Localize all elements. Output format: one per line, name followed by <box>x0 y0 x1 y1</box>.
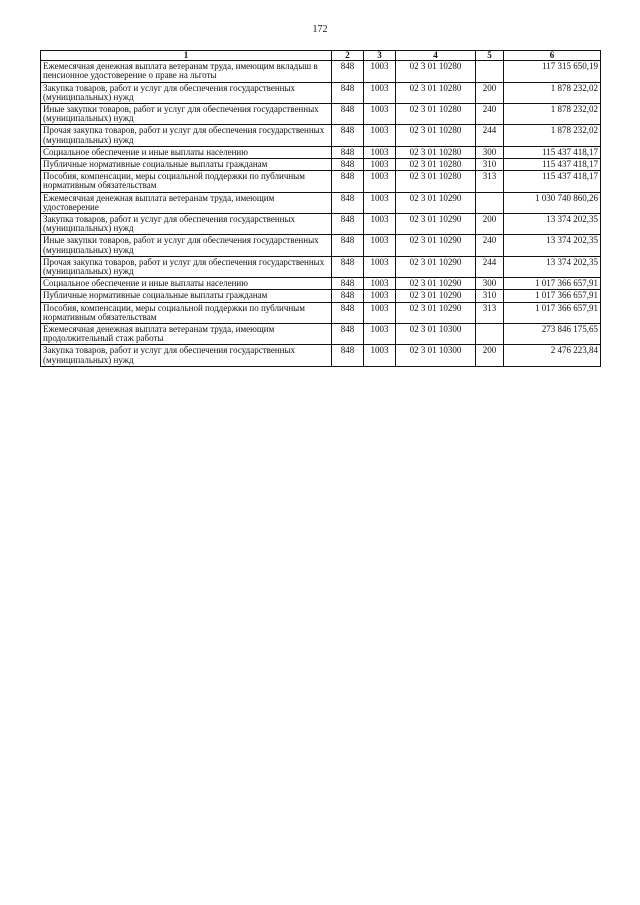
row-ministry-cell: 848 <box>332 235 364 256</box>
row-name-cell: Социальное обеспечение и иные выплаты населению <box>41 146 332 158</box>
row-target-cell: 02 3 01 10280 <box>396 82 476 103</box>
column-header: 5 <box>476 51 504 61</box>
budget-table <box>40 50 601 367</box>
row-section-cell: 1003 <box>364 324 396 345</box>
row-name-cell: Пособия, компенсации, меры социальной поддержки по публичным нормативным обязательствам <box>41 302 332 323</box>
row-section-cell: 1003 <box>364 125 396 146</box>
row-section-cell: 1003 <box>364 146 396 158</box>
row-target-cell: 02 3 01 10280 <box>396 171 476 192</box>
row-target-cell: 02 3 01 10290 <box>396 302 476 323</box>
table-row <box>41 235 601 256</box>
row-ministry-cell: 848 <box>332 125 364 146</box>
table-row <box>41 159 601 171</box>
row-target-cell: 02 3 01 10290 <box>396 235 476 256</box>
row-type-cell: 244 <box>476 256 504 277</box>
row-name-cell: Социальное обеспечение и иные выплаты населению <box>41 278 332 290</box>
row-ministry-cell: 848 <box>332 171 364 192</box>
table-row <box>41 146 601 158</box>
row-name-cell: Закупка товаров, работ и услуг для обеспечения государственных (муниципальных) нужд <box>41 82 332 103</box>
column-header: 3 <box>364 51 396 61</box>
row-section-cell: 1003 <box>364 104 396 125</box>
row-name-cell: Закупка товаров, работ и услуг для обеспечения государственных (муниципальных) нужд <box>41 214 332 235</box>
row-section-cell: 1003 <box>364 278 396 290</box>
row-section-cell: 1003 <box>364 256 396 277</box>
row-section-cell: 1003 <box>364 192 396 213</box>
row-type-cell: 310 <box>476 159 504 171</box>
row-section-cell: 1003 <box>364 302 396 323</box>
row-name-cell: Закупка товаров, работ и услуг для обеспечения государственных (муниципальных) нужд <box>41 345 332 366</box>
row-name-cell: Публичные нормативные социальные выплаты гражданам <box>41 159 332 171</box>
row-target-cell: 02 3 01 10290 <box>396 290 476 302</box>
table-row <box>41 214 601 235</box>
row-section-cell: 1003 <box>364 345 396 366</box>
row-type-cell: 313 <box>476 302 504 323</box>
row-type-cell <box>476 61 504 82</box>
row-section-cell: 1003 <box>364 235 396 256</box>
table-header-row <box>41 51 601 61</box>
row-amount-cell: 2 476 223,84 <box>504 345 601 366</box>
row-ministry-cell: 848 <box>332 324 364 345</box>
table-row <box>41 192 601 213</box>
column-header: 6 <box>504 51 601 61</box>
row-amount-cell: 273 846 175,65 <box>504 324 601 345</box>
row-type-cell <box>476 192 504 213</box>
row-target-cell: 02 3 01 10290 <box>396 214 476 235</box>
row-amount-cell: 1 878 232,02 <box>504 125 601 146</box>
row-ministry-cell: 848 <box>332 82 364 103</box>
row-type-cell: 244 <box>476 125 504 146</box>
row-amount-cell: 115 437 418,17 <box>504 146 601 158</box>
row-ministry-cell: 848 <box>332 214 364 235</box>
row-section-cell: 1003 <box>364 214 396 235</box>
row-section-cell: 1003 <box>364 290 396 302</box>
row-target-cell: 02 3 01 10280 <box>396 159 476 171</box>
row-target-cell: 02 3 01 10290 <box>396 256 476 277</box>
column-header: 2 <box>332 51 364 61</box>
table-row <box>41 171 601 192</box>
row-section-cell: 1003 <box>364 171 396 192</box>
row-name-cell: Иные закупки товаров, работ и услуг для обеспечения государственных (муниципальных) нужд <box>41 235 332 256</box>
row-type-cell: 200 <box>476 345 504 366</box>
table-row <box>41 290 601 302</box>
row-type-cell: 200 <box>476 82 504 103</box>
row-amount-cell: 1 878 232,02 <box>504 104 601 125</box>
row-target-cell: 02 3 01 10280 <box>396 146 476 158</box>
table-row <box>41 125 601 146</box>
row-name-cell: Ежемесячная денежная выплата ветеранам труда, имеющим продолжительный стаж работы <box>41 324 332 345</box>
row-amount-cell: 1 017 366 657,91 <box>504 302 601 323</box>
table-row <box>41 278 601 290</box>
row-amount-cell: 13 374 202,35 <box>504 256 601 277</box>
row-target-cell: 02 3 01 10300 <box>396 324 476 345</box>
table-row <box>41 104 601 125</box>
row-type-cell: 240 <box>476 235 504 256</box>
row-ministry-cell: 848 <box>332 302 364 323</box>
row-type-cell: 240 <box>476 104 504 125</box>
row-ministry-cell: 848 <box>332 278 364 290</box>
row-name-cell: Прочая закупка товаров, работ и услуг для обеспечения государственных (муниципальных) нужд <box>41 125 332 146</box>
row-ministry-cell: 848 <box>332 345 364 366</box>
table-row <box>41 302 601 323</box>
table-row <box>41 324 601 345</box>
row-type-cell: 313 <box>476 171 504 192</box>
row-section-cell: 1003 <box>364 61 396 82</box>
row-name-cell: Пособия, компенсации, меры социальной поддержки по публичным нормативным обязательствам <box>41 171 332 192</box>
row-ministry-cell: 848 <box>332 159 364 171</box>
column-header: 1 <box>41 51 332 61</box>
table-row <box>41 345 601 366</box>
row-amount-cell: 13 374 202,35 <box>504 214 601 235</box>
row-target-cell: 02 3 01 10280 <box>396 104 476 125</box>
row-target-cell: 02 3 01 10280 <box>396 125 476 146</box>
row-type-cell <box>476 324 504 345</box>
table-row <box>41 256 601 277</box>
row-amount-cell: 1 030 740 860,26 <box>504 192 601 213</box>
table-row <box>41 61 601 82</box>
row-ministry-cell: 848 <box>332 290 364 302</box>
row-ministry-cell: 848 <box>332 146 364 158</box>
row-name-cell: Ежемесячная денежная выплата ветеранам труда, имеющим вкладыш в пенсионное удостоверение о праве на льготы <box>41 61 332 82</box>
table-body <box>41 61 601 367</box>
row-amount-cell: 115 437 418,17 <box>504 171 601 192</box>
row-ministry-cell: 848 <box>332 61 364 82</box>
row-target-cell: 02 3 01 10290 <box>396 278 476 290</box>
row-amount-cell: 13 374 202,35 <box>504 235 601 256</box>
row-amount-cell: 1 878 232,02 <box>504 82 601 103</box>
table-row <box>41 82 601 103</box>
row-ministry-cell: 848 <box>332 104 364 125</box>
row-type-cell: 300 <box>476 146 504 158</box>
row-name-cell: Прочая закупка товаров, работ и услуг для обеспечения государственных (муниципальных) нужд <box>41 256 332 277</box>
row-type-cell: 300 <box>476 278 504 290</box>
row-section-cell: 1003 <box>364 82 396 103</box>
row-amount-cell: 1 017 366 657,91 <box>504 278 601 290</box>
row-ministry-cell: 848 <box>332 256 364 277</box>
row-amount-cell: 1 017 366 657,91 <box>504 290 601 302</box>
row-target-cell: 02 3 01 10300 <box>396 345 476 366</box>
row-section-cell: 1003 <box>364 159 396 171</box>
column-header: 4 <box>396 51 476 61</box>
row-ministry-cell: 848 <box>332 192 364 213</box>
row-name-cell: Иные закупки товаров, работ и услуг для обеспечения государственных (муниципальных) нужд <box>41 104 332 125</box>
row-amount-cell: 117 315 650,19 <box>504 61 601 82</box>
row-target-cell: 02 3 01 10280 <box>396 61 476 82</box>
row-name-cell: Ежемесячная денежная выплата ветеранам труда, имеющим удостоверение <box>41 192 332 213</box>
row-name-cell: Публичные нормативные социальные выплаты гражданам <box>41 290 332 302</box>
page-number: 172 <box>312 24 328 35</box>
row-type-cell: 200 <box>476 214 504 235</box>
row-target-cell: 02 3 01 10290 <box>396 192 476 213</box>
row-amount-cell: 115 437 418,17 <box>504 159 601 171</box>
row-type-cell: 310 <box>476 290 504 302</box>
